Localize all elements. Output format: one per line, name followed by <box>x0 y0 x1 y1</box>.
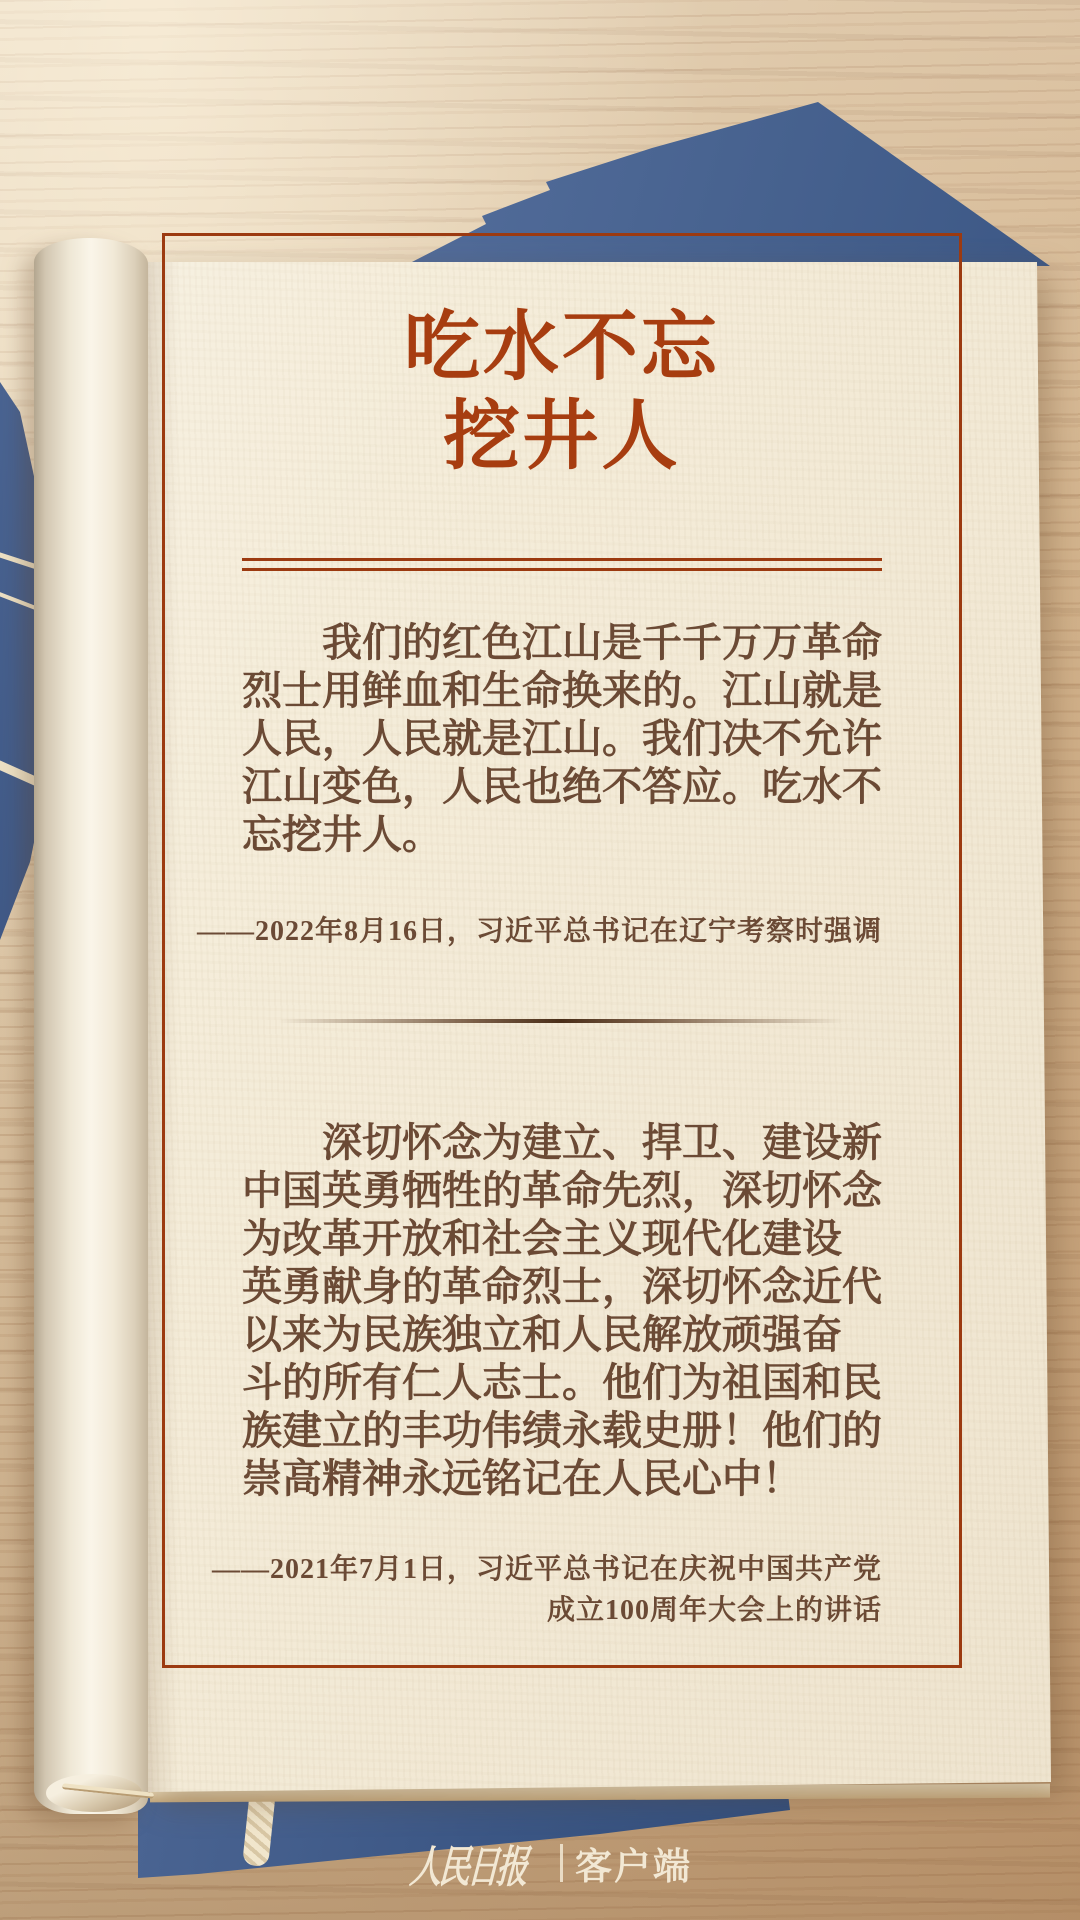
text-line: 成立100周年大会上的讲话 <box>546 1595 882 1626</box>
double-rule-divider <box>242 558 882 571</box>
text-line: 我们的红色江山是千千万万革命 <box>322 620 882 665</box>
text-line: 人民，人民就是江山。我们决不允许 <box>242 716 882 761</box>
text-line: 以来为民族独立和人民解放顽强奋 <box>242 1312 842 1357</box>
brand-logo <box>340 1838 740 1892</box>
text-line: 斗的所有仁人志士。他们为祖国和民 <box>242 1360 882 1405</box>
brand-logo-suffix: 客户端 <box>575 1846 692 1887</box>
text-line: 深切怀念为建立、捍卫、建设新 <box>322 1120 882 1165</box>
text-line: 为改革开放和社会主义现代化建设 <box>242 1216 842 1261</box>
text-line: 族建立的丰功伟绩永载史册！他们的 <box>242 1408 882 1453</box>
text-line: ——2021年7月1日，习近平总书记在庆祝中国共产党 <box>211 1554 882 1585</box>
poster-title <box>162 304 962 482</box>
text-line: 崇高精神永远铭记在人民心中！ <box>242 1456 802 1501</box>
brand-logo-separator-bar <box>560 1844 563 1882</box>
gradient-rule-divider <box>278 1019 844 1023</box>
quote-paragraph-2 <box>242 1119 882 1503</box>
text-line: 烈士用鲜血和生命换来的。江山就是 <box>242 668 882 713</box>
quote-2-attribution <box>162 1549 882 1631</box>
text-line: 忘挖井人。 <box>242 812 442 857</box>
quote-paragraph-1 <box>242 619 882 859</box>
text-line: 江山变色，人民也绝不答应。吃水不 <box>242 764 882 809</box>
title-line-1: 吃水不忘 <box>404 306 720 390</box>
page-roll-left-edge <box>34 238 148 1814</box>
text-line: 英勇献身的革命烈士，深切怀念近代 <box>242 1264 882 1309</box>
text-line: 中国英勇牺牲的革命先烈，深切怀念 <box>242 1168 882 1213</box>
title-line-2: 挖井人 <box>443 395 681 479</box>
quote-1-attribution: ——2022年8月16日，习近平总书记在辽宁考察时强调 <box>196 916 882 947</box>
brand-logo-script: 人民日报 <box>408 1843 528 1892</box>
